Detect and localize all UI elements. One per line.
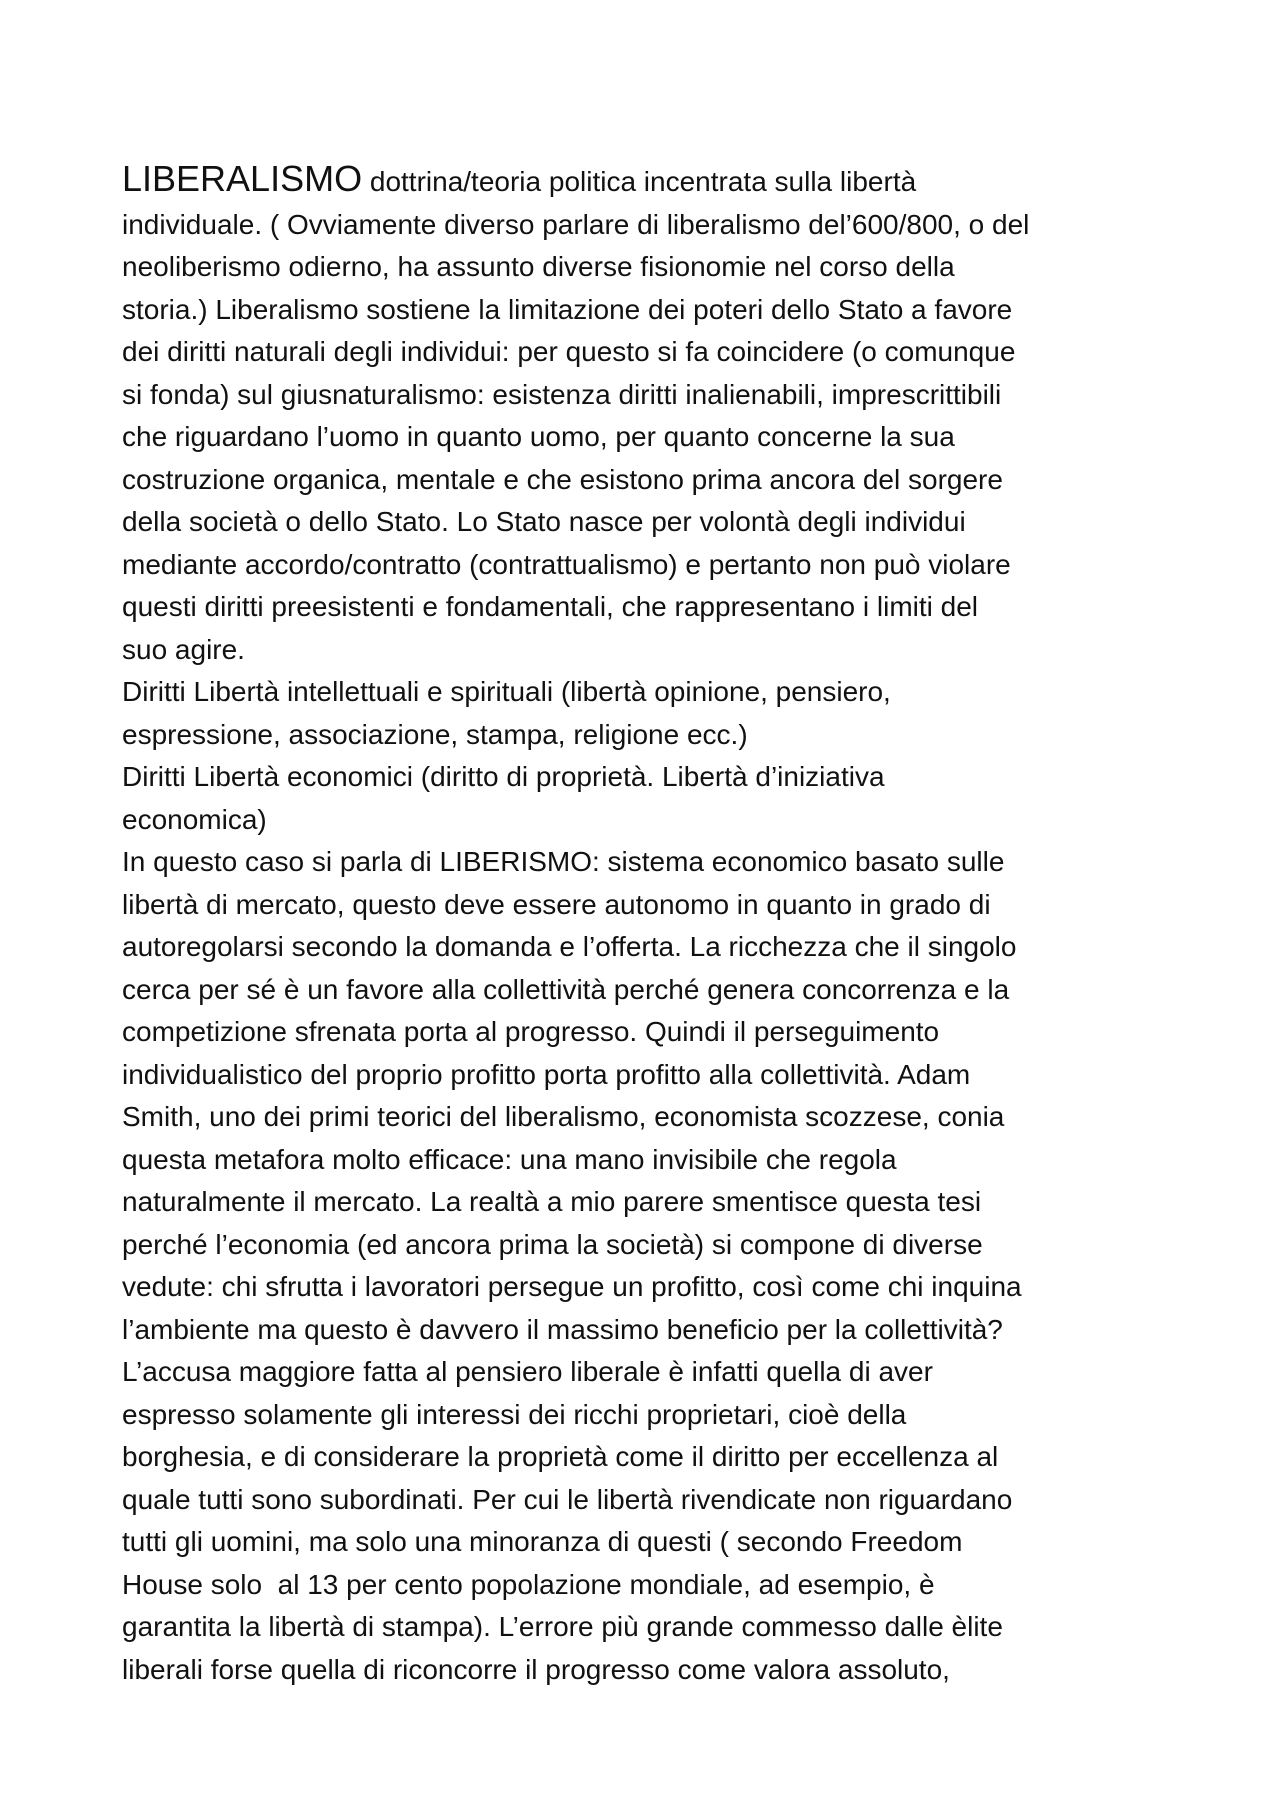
text-line: mediante accordo/contratto (contrattualismo) e pertanto non può violare xyxy=(122,548,1011,580)
text-line: che riguardano l’uomo in quanto uomo, per quanto concerne la sua xyxy=(122,421,955,452)
text-line: House solo al 13 per cento popolazione mondiale, ad esempio, è xyxy=(122,1568,935,1600)
text-line: Diritti Libertà intellettuali e spirituali (libertà opinione, pensiero, xyxy=(122,676,891,707)
text-line: della società o dello Stato. Lo Stato nasce per volontà degli individui xyxy=(122,506,966,537)
heading-word: LIBERALISMO xyxy=(122,158,363,199)
text-line: espressione, associazione, stampa, religione ecc.) xyxy=(122,718,748,750)
text-line: dottrina/teoria politica incentrata sulla libertà xyxy=(362,166,917,197)
text-line: l’ambiente ma questo è davvero il massimo beneficio per la collettività? xyxy=(122,1313,1003,1345)
text-line: vedute: chi sfrutta i lavoratori persegue un profitto, così come chi inquina xyxy=(122,1271,1022,1302)
text-line: questa metafora molto efficace: una mano invisibile che regola xyxy=(122,1143,897,1175)
text-line: perché l’economia (ed ancora prima la società) si compone di diverse xyxy=(122,1228,983,1260)
text-line: si fonda) sul giusnaturalismo: esistenza diritti inalienabili, imprescrittibili xyxy=(122,378,1002,410)
text-line: In questo caso si parla di LIBERISMO: sistema economico basato sulle xyxy=(122,846,1005,877)
text-line: naturalmente il mercato. La realtà a mio parere smentisce questa tesi xyxy=(122,1186,982,1217)
text-line: questi diritti preesistenti e fondamentali, che rappresentano i limiti del xyxy=(122,591,979,622)
text-line: suo agire. xyxy=(122,633,245,665)
body-text xyxy=(122,158,1182,1691)
text-line: storia.) Liberalismo sostiene la limitazione dei poteri dello Stato a favore xyxy=(122,293,1013,325)
text-line: quale tutti sono subordinati. Per cui le libertà rivendicate non riguardano xyxy=(122,1483,1013,1515)
text-line: individualistico del proprio profitto porta profitto alla collettività. Adam xyxy=(122,1058,971,1090)
text-line: L’accusa maggiore fatta al pensiero liberale è infatti quella di aver xyxy=(122,1356,933,1387)
text-line: dei diritti naturali degli individui: per questo si fa coincidere (o comunque xyxy=(122,336,1016,367)
text-line: competizione sfrenata porta al progresso. Quindi il perseguimento xyxy=(122,1016,940,1047)
text-line: individuale. ( Ovviamente diverso parlare di liberalismo del’600/800, o del xyxy=(122,208,1030,240)
text-line: economica) xyxy=(122,803,267,835)
text-line: garantita la libertà di stampa). L’errore più grande commesso dalle èlite xyxy=(122,1611,1003,1642)
text-line: neoliberismo odierno, ha assunto diverse fisionomie nel corso della xyxy=(122,251,955,282)
first-line xyxy=(122,158,1182,204)
text-line: cerca per sé è un favore alla collettività perché genera concorrenza e la xyxy=(122,973,1010,1005)
text-line: Diritti Libertà economici (diritto di proprietà. Libertà d’iniziativa xyxy=(122,761,885,792)
text-line: Smith, uno dei primi teorici del liberalismo, economista scozzese, conia xyxy=(122,1101,1005,1132)
text-line: tutti gli uomini, ma solo una minoranza di questi ( secondo Freedom xyxy=(122,1526,963,1557)
text-line: borghesia, e di considerare la proprietà come il diritto per eccellenza al xyxy=(122,1441,999,1472)
text-line: autoregolarsi secondo la domanda e l’offerta. La ricchezza che il singolo xyxy=(122,931,1017,962)
text-line: liberali forse quella di riconcorre il progresso come valora assoluto, xyxy=(122,1653,950,1685)
text-line: libertà di mercato, questo deve essere autonomo in quanto in grado di xyxy=(122,888,991,920)
text-line: espresso solamente gli interessi dei ricchi proprietari, cioè della xyxy=(122,1398,907,1430)
text-line: costruzione organica, mentale e che esistono prima ancora del sorgere xyxy=(122,463,1003,495)
